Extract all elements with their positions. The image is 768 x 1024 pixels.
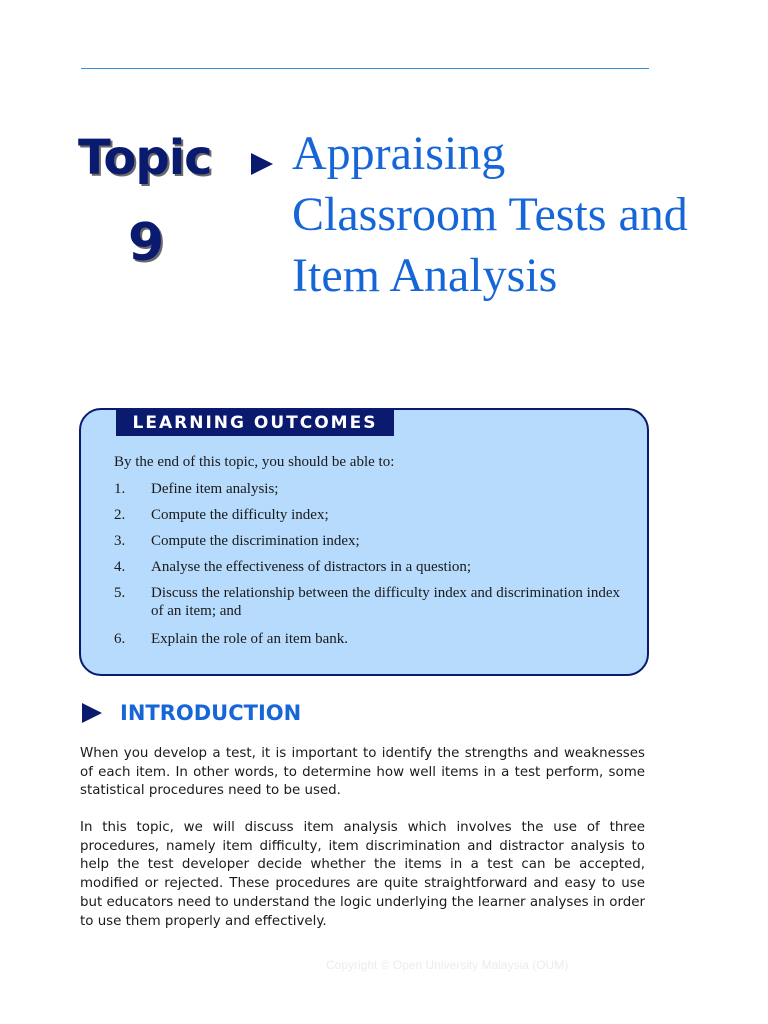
outcome-item-2 <box>114 506 620 524</box>
outcome-number: 5. <box>114 585 126 601</box>
outcome-item-1 <box>114 480 620 498</box>
outcome-text: Discuss the relationship between the difficulty index and discrimination index of an item; and <box>151 585 620 619</box>
learning-outcomes-list <box>114 480 620 648</box>
outcome-item-6 <box>114 630 620 648</box>
outcome-number: 6. <box>114 631 126 647</box>
introduction-label: INTRODUCTION <box>120 701 302 725</box>
outcome-number: 1. <box>114 481 126 497</box>
chapter-title: Appraising Classroom Tests and Item Analysis <box>292 127 688 302</box>
topic-word: Topic <box>78 130 212 186</box>
outcome-text: Compute the difficulty index; <box>151 507 329 523</box>
outcome-item-4 <box>114 558 620 576</box>
outcome-text: Compute the discrimination index; <box>151 533 360 549</box>
outcome-number: 3. <box>114 533 126 549</box>
topic-arrow-icon <box>251 153 273 175</box>
learning-outcomes-heading: LEARNING OUTCOMES <box>116 410 394 436</box>
section-arrow-icon <box>82 703 102 723</box>
outcome-text: Analyse the effectiveness of distractors in a question; <box>151 559 472 575</box>
intro-paragraph-2: In this topic, we will discuss item analysis which involves the use of three procedures, namely item difficulty, item discrimination and distractor analysis to help the test developer decide whether the items in a test can be accepted, modified or rejected. These procedures are quite straightforward and easy to use but educators need to understand the logic underlying the learner analyses in order to use them properly and effectively. <box>80 820 645 929</box>
learning-outcomes-intro: By the end of this topic, you should be able to: <box>114 454 395 470</box>
outcome-text: Define item analysis; <box>151 481 279 497</box>
intro-paragraph-1: When you develop a test, it is important to identify the strengths and weaknesses of each item. In other words, to determine how well items in a test perform, some statistical procedures need to be used. <box>80 746 645 799</box>
outcome-text: Explain the role of an item bank. <box>151 631 349 647</box>
top-rule <box>81 68 649 69</box>
copyright-watermark: Copyright © Open University Malaysia (OUM) <box>326 958 569 972</box>
outcome-item-5 <box>114 584 620 620</box>
outcome-number: 2. <box>114 507 126 523</box>
topic-number: 9 <box>128 213 165 273</box>
outcome-item-3 <box>114 532 620 550</box>
outcome-number: 4. <box>114 559 126 575</box>
